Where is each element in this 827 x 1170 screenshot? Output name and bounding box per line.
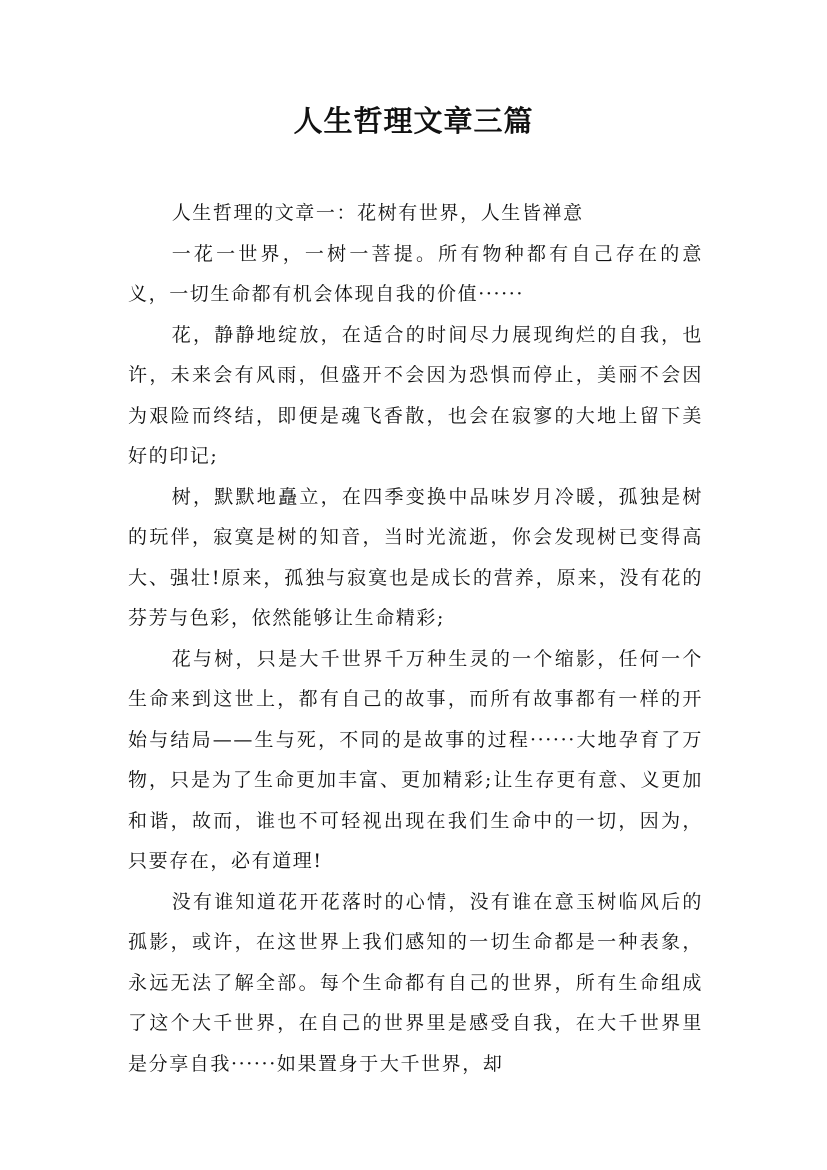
paragraph-intro: 一花一世界，一树一菩提。所有物种都有自己存在的意义，一切生命都有机会体现自我的价值······ — [128, 242, 703, 305]
document-body — [128, 193, 703, 1084]
paragraph-flower: 花，静静地绽放，在适合的时间尽力展现绚烂的自我，也许，未来会有风雨，但盛开不会因为恐惧而停止，美丽不会因为艰险而终结，即便是魂飞香散，也会在寂寥的大地上留下美好的印记; — [128, 323, 703, 467]
paragraph-tree: 树，默默地矗立，在四季变换中品味岁月冷暖，孤独是树的玩伴，寂寞是树的知音，当时光流逝，你会发现树已变得高大、强壮!原来，孤独与寂寞也是成长的营养，原来，没有花的芬芳与色彩，依然能够让生命精彩; — [128, 485, 703, 629]
document-title: 人生哲理文章三篇 — [293, 104, 534, 138]
paragraph-flower-and-tree: 花与树，只是大千世界千万种生灵的一个缩影，任何一个生命来到这世上，都有自己的故事，而所有故事都有一样的开始与结局——生与死，不同的是故事的过程······大地孕育了万物，只是为了生命更加丰富、更加精彩;让生存更有意、义更加和谐，故而，谁也不可轻视出现在我们生命中的一切，因为，只要存在，必有道理! — [128, 647, 703, 872]
paragraph-subtitle: 人生哲理的文章一：花树有世界，人生皆禅意 — [171, 202, 584, 224]
paragraph-world: 没有谁知道花开花落时的心情，没有谁在意玉树临风后的孤影，或许，在这世界上我们感知的一切生命都是一种表象，永远无法了解全部。每个生命都有自己的世界，所有生命组成了这个大千世界，在自己的世界里是感受自我，在大千世界里是分享自我······如果置身于大千世界，却 — [128, 890, 703, 1075]
